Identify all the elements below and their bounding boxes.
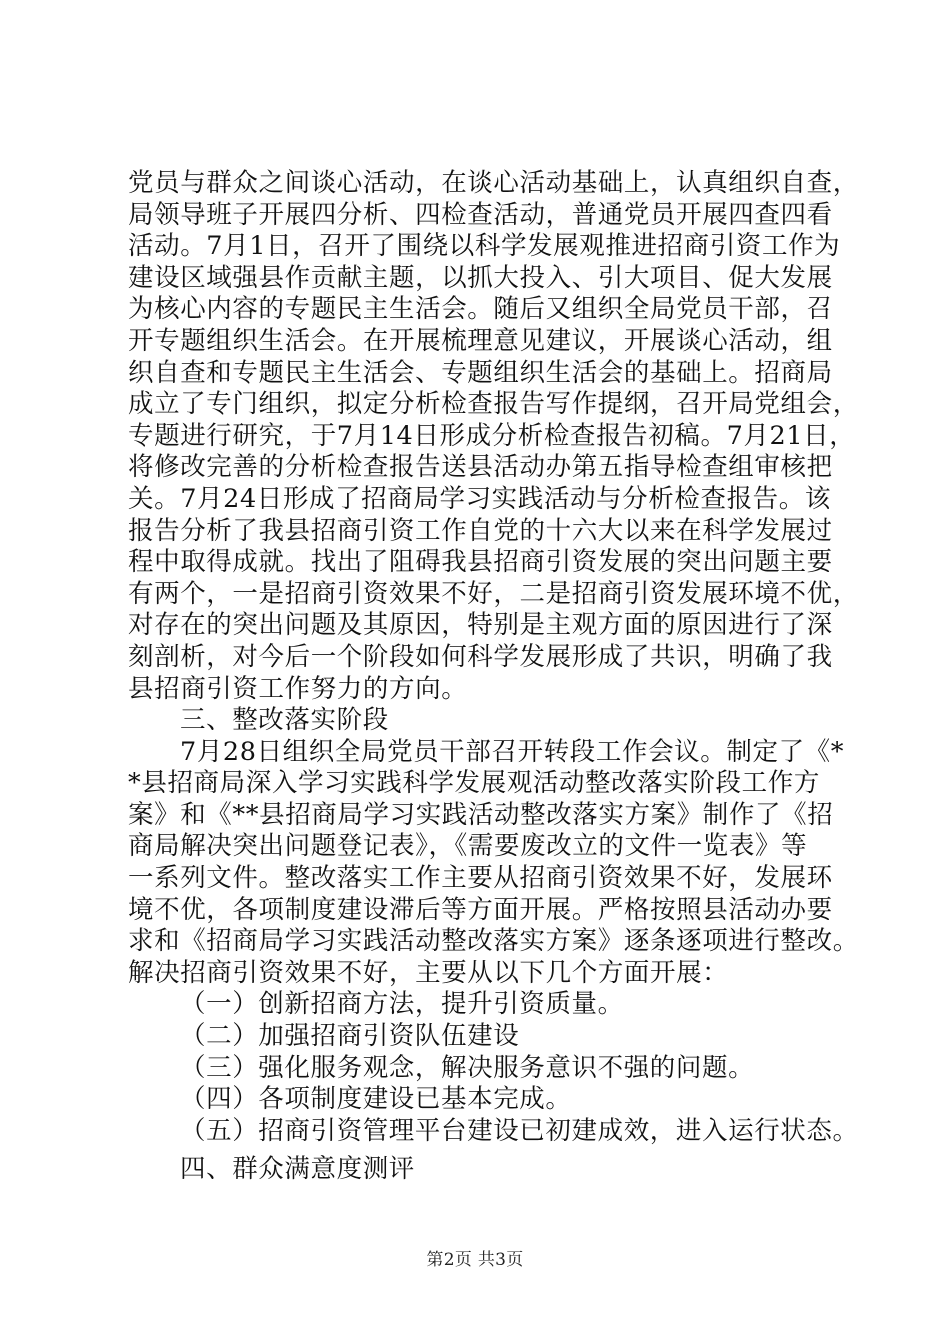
- text-line: 将修改完善的分析检查报告送县活动办第五指导检查组审核把: [128, 452, 833, 483]
- text-line: 7月28日组织全局党员干部召开转段工作会议。制定了《*: [180, 736, 845, 767]
- text-line: 商局解决突出问题登记表》，《需要废改立的文件一览表》等: [128, 831, 808, 862]
- text-line: 案》和《**县招商局学习实践活动整改落实方案》制作了《招: [128, 799, 834, 830]
- text-line: 县招商引资工作努力的方向。: [128, 673, 468, 704]
- text-line: 织自查和专题民主生活会、专题组织生活会的基础上。招商局: [128, 357, 833, 388]
- text-line: 党员与群众之间谈心活动，在谈心活动基础上，认真组织自查，: [128, 168, 859, 198]
- list-item: （五）招商引资管理平台建设已初建成效，进入运行状态。: [180, 1115, 859, 1146]
- list-item: （二）加强招商引资队伍建设: [180, 1021, 520, 1052]
- list-item: （一）创新招商方法，提升引资质量。: [180, 989, 624, 1020]
- section-heading-4: 四、群众满意度测评: [180, 1154, 415, 1184]
- text-line: 关。7月24日形成了招商局学习实践活动与分析检查报告。该: [128, 483, 831, 514]
- text-line: 对存在的突出问题及其原因，特别是主观方面的原因进行了深: [128, 610, 833, 641]
- list-item: （三）强化服务观念，解决服务意识不强的问题。: [180, 1052, 755, 1083]
- document-body: [128, 168, 859, 1147]
- text-line: 开专题组织生活会。在开展梳理意见建议，开展谈心活动，组: [128, 325, 833, 356]
- section-heading-3: 三、整改落实阶段: [180, 705, 389, 736]
- text-line: 为核心内容的专题民主生活会。随后又组织全局党员干部，召: [128, 294, 833, 325]
- paragraph-2: [128, 736, 859, 990]
- text-line: 有两个，一是招商引资效果不好，二是招商引资发展环境不优，: [128, 578, 859, 609]
- paragraph-1: [128, 168, 859, 705]
- text-line: 报告分析了我县招商引资工作自党的十六大以来在科学发展过: [128, 515, 833, 546]
- list-item: （四）各项制度建设已基本完成。: [180, 1084, 572, 1115]
- page-number-footer: 第2页 共3页: [426, 1250, 524, 1270]
- text-line: 刻剖析，对今后一个阶段如何科学发展形成了共识，明确了我: [128, 641, 833, 672]
- text-line: 程中取得成就。找出了阻碍我县招商引资发展的突出问题主要: [128, 547, 833, 578]
- text-line: 成立了专门组织，拟定分析检查报告写作提纲，召开局党组会，: [128, 389, 859, 420]
- text-line: 活动。7月1日，召开了围绕以科学发展观推进招商引资工作为: [128, 231, 841, 262]
- text-line: 解决招商引资效果不好，主要从以下几个方面开展：: [128, 957, 729, 988]
- text-line: 建设区域强县作贡献主题，以抓大投入、引大项目、促大发展: [128, 262, 833, 293]
- measures-list: [128, 989, 859, 1147]
- text-line: 局领导班子开展四分析、四检查活动，普通党员开展四查四看: [128, 199, 833, 230]
- text-line: 专题进行研究，于7月14日形成分析检查报告初稿。7月21日，: [128, 420, 856, 451]
- text-line: 境不优，各项制度建设滞后等方面开展。严格按照县活动办要: [128, 894, 833, 925]
- text-line: 一系列文件。整改落实工作主要从招商引资效果不好，发展环: [128, 863, 833, 894]
- text-line: *县招商局深入学习实践科学发展观活动整改落实阶段工作方: [128, 768, 820, 799]
- text-line: 求和《招商局学习实践活动整改落实方案》逐条逐项进行整改。: [128, 926, 859, 957]
